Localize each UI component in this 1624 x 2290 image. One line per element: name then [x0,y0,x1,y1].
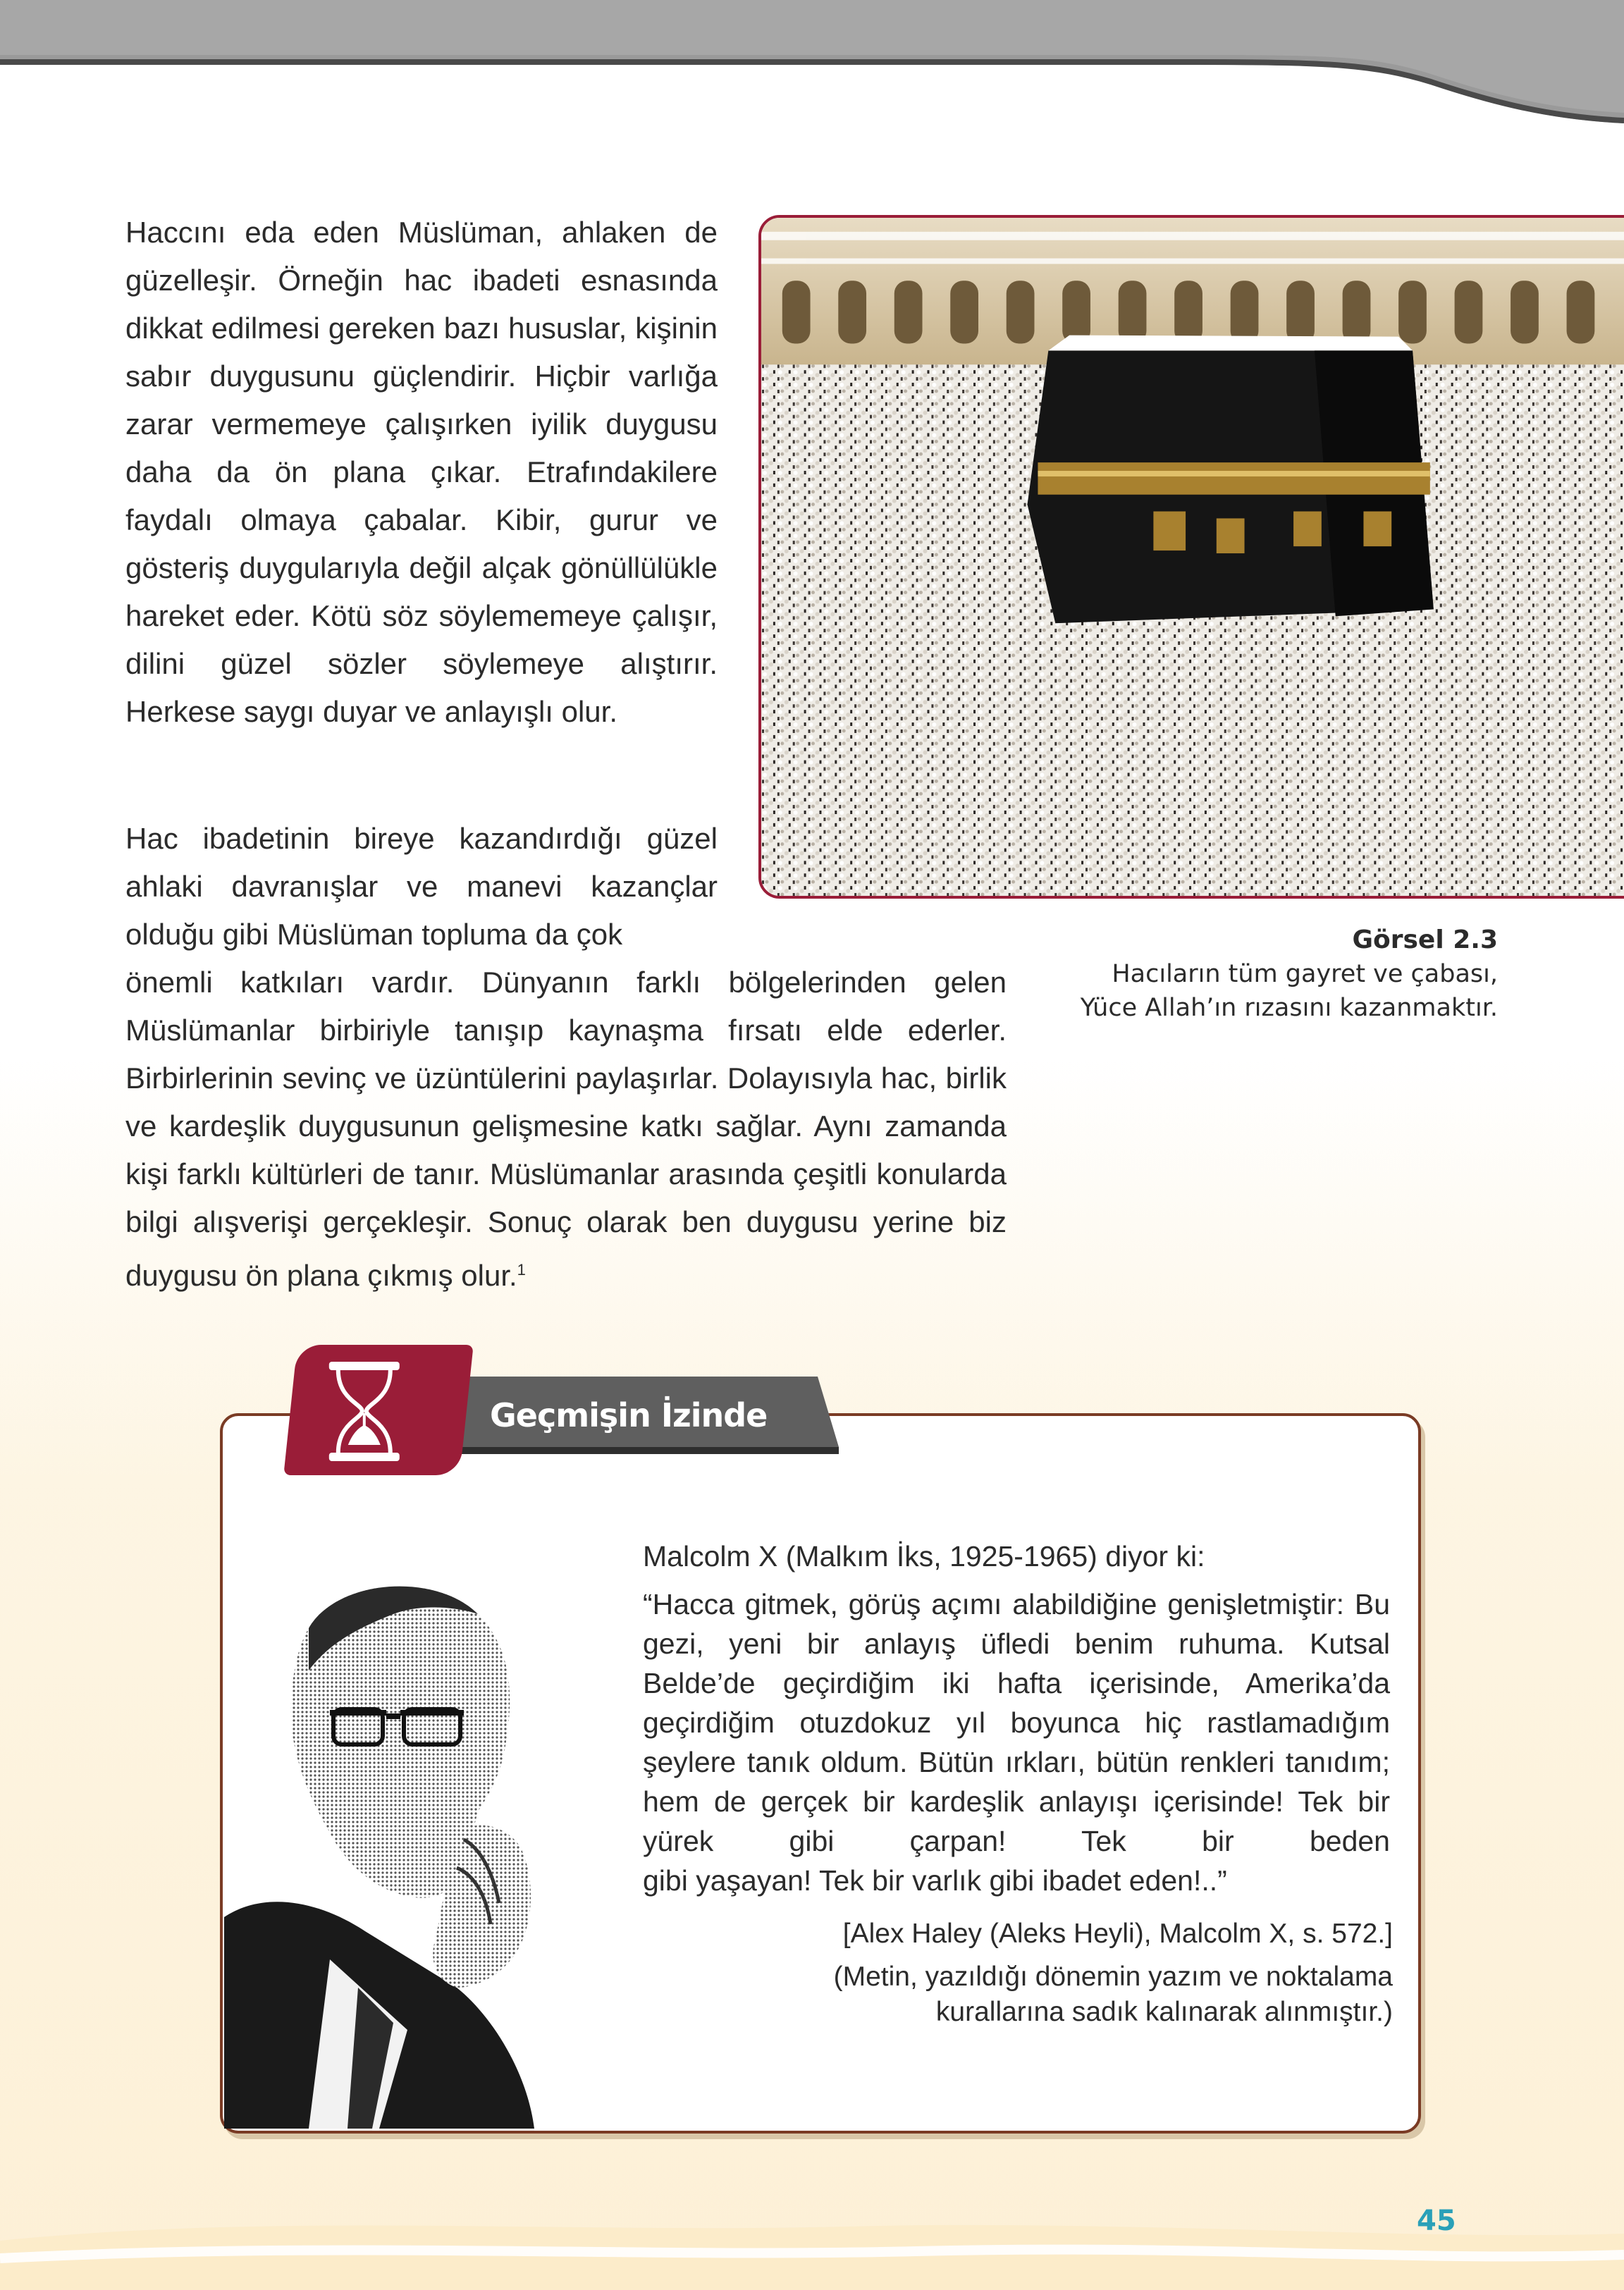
box-heading: Geçmişin İzinde [490,1396,768,1434]
quote-last-line: gibi yaşayan! Tek bir varlık gibi ibadet eden!..” [643,1864,1227,1897]
note-line-2: kurallarına sadık kalınarak alınmıştır.) [935,1997,1393,2027]
photo-caption [973,923,1498,1025]
caption-line-2: Yüce Allah’ın rızasını kazanmaktır. [1080,994,1498,1022]
hourglass-badge [283,1345,473,1475]
paragraph-2-bottom [125,959,1007,1300]
note-line-1: (Metin, yazıldığı dönemin yazım ve noktalama [833,1962,1393,1992]
hourglass-icon [326,1360,403,1463]
paragraph-2-top: Hac ibadetinin bireye kazandırdığı güzel ahlaki davranışlar ve manevi kazançlar olduğu gibi Müslüman topluma da çok [125,822,718,951]
header-band [0,0,1624,141]
footnote-mark: 1 [517,1261,526,1279]
page-number: 45 [1417,2205,1456,2237]
caption-title: Görsel 2.3 [1352,925,1498,954]
quote-intro: Malcolm X (Malkım İks, 1925-1965) diyor ki: [643,1540,1205,1572]
malcolm-x-portrait [224,1537,647,2129]
quote-body [643,1584,1390,1900]
kaaba-photo [758,215,1624,899]
paragraph-2-text: önemli katkıları vardır. Dünyanın farklı bölgelerinden gelen Müslümanlar birbiriyle tanışıp kaynaşma fırsatı elde ederler. Birbirlerinin sevinç ve üzüntülerini paylaşırlar. Dolayısıyla hac, birlik ve kardeşlik duygusunun gelişmesine katkı sağlar. Aynı zamanda kişi farklı kültürleri de tanır. Müslümanlar arasında çeşitli konularda bilgi alışverişi gerçekleşir. Sonuç olarak ben duygusu yerine biz duygusu ön plana çıkmış olur. [125,966,1007,1292]
caption-line-1: Hacıların tüm gayret ve çabası, [1112,960,1498,988]
quote-source: [Alex Haley (Aleks Heyli), Malcolm X, s. 572.] [842,1919,1393,1949]
quote-note [643,1959,1393,2030]
footer-swoosh [0,2135,1624,2290]
quote-main: “Hacca gitmek, görüş açımı alabildiğine genişletmiştir: Bu gezi, yeni bir anlayış üfledi benim ruhuma. Kutsal Belde’de geçirdiğim iki hafta içerisinde, Amerika’da geçirdiğim otuzdokuz yıl boyunca hiç rastlamadığım şeylere tanık oldum. Bütün ırkları, bütün renkleri tanıdım; hem de gerçek bir kardeşlik anlayışı içerisinde! Tek bir yürek gibi çarpan! Tek bir beden [643,1588,1390,1857]
paragraph-1: Haccını eda eden Müslüman, ahlaken de güzelleşir. Örneğin hac ibadeti esnasında dikkat edilmesi gereken bazı hususlar, kişinin sabır duygusunu güçlendirir. Hiçbir varlığa zarar vermemeye çalışırken iyilik duygusu daha da ön plana çıkar. Etrafındakilere faydalı olmaya çabalar. Kibir, gurur ve gösteriş duygularıyla değil alçak gönüllülükle hareket eder. Kötü söz söylememeye çalışır, dilini güzel sözler söylemeye alıştırır. Herkese saygı duyar ve anlayışlı olur. [125,216,718,728]
